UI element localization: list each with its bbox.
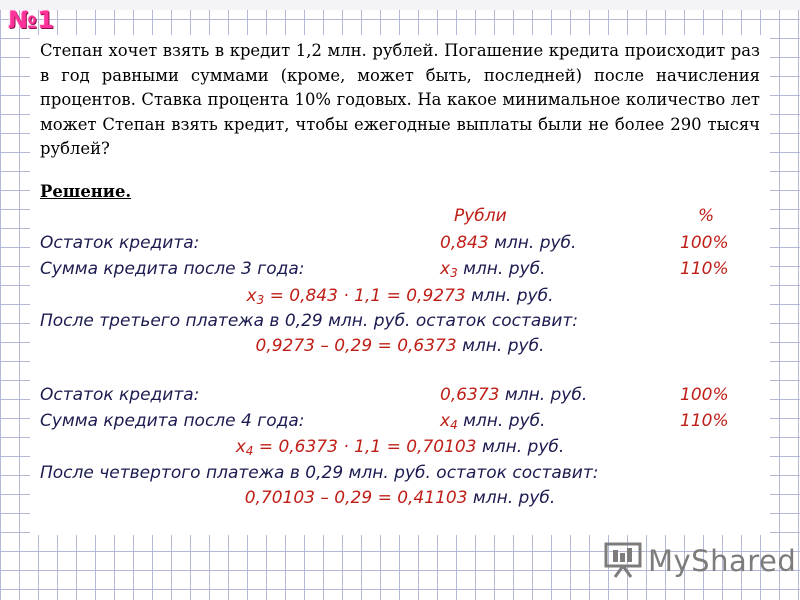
unit: млн. руб. bbox=[504, 385, 588, 405]
sum-row-2 bbox=[40, 408, 760, 434]
sum-label: Сумма кредита после 3 года: bbox=[40, 259, 305, 279]
unit: млн. руб. bbox=[472, 488, 556, 508]
balance-label: Остаток кредита: bbox=[40, 385, 200, 405]
unit: млн. руб. bbox=[462, 336, 545, 356]
balance-row-1 bbox=[40, 230, 760, 256]
calc-expression: = 0,6373 · 1,1 = 0,70103 bbox=[253, 437, 477, 457]
balance-percent: 100% bbox=[680, 385, 729, 405]
column-headers bbox=[40, 203, 760, 229]
result-expression: 0,70103 – 0,29 = 0,41103 bbox=[244, 488, 468, 508]
after-payment-text-2: После четвертого платежа в 0,29 млн. руб. остаток составит: bbox=[40, 463, 599, 483]
content-card bbox=[30, 35, 770, 535]
calc-row-1: $x_3 = 0,843 \cdot 1,1 = 0,9273$ млн. руб. bbox=[246, 286, 554, 307]
sum-variable: x bbox=[440, 259, 451, 279]
unit: млн. руб. bbox=[463, 259, 546, 279]
result-row-2 bbox=[40, 485, 760, 511]
solution-heading: Решение. bbox=[40, 182, 132, 201]
balance-value: 0,6373 bbox=[440, 385, 500, 405]
result-expression: 0,9273 – 0,29 = 0,6373 bbox=[255, 336, 457, 356]
unit: млн. руб. bbox=[494, 233, 577, 253]
logo-text: MyShared bbox=[648, 544, 797, 578]
sum-subscript: 4 bbox=[450, 418, 458, 432]
calc-expression: = 0,843 · 1,1 = 0,9273 bbox=[264, 286, 466, 306]
calc-row-2: $x_4 = 0,6373 \cdot 1,1 = 0,70103$ млн. руб. bbox=[235, 437, 565, 458]
unit: млн. руб. bbox=[471, 286, 554, 306]
top-edge bbox=[0, 0, 800, 10]
col-rubles: Рубли bbox=[454, 206, 507, 226]
sum-percent: 110% bbox=[680, 259, 729, 279]
problem-number-badge: №1 bbox=[8, 6, 55, 34]
balance-value: 0,843 bbox=[440, 233, 489, 253]
unit: млн. руб. bbox=[463, 411, 546, 431]
sum-subscript: 3 bbox=[450, 266, 458, 280]
result-row-1 bbox=[40, 333, 760, 359]
after-payment-text-1: После третьего платежа в 0,29 млн. руб. остаток составит: bbox=[40, 311, 579, 331]
sum-percent: 110% bbox=[680, 411, 729, 431]
sum-row-1 bbox=[40, 256, 760, 282]
problem-statement: Степан хочет взять в кредит 1,2 млн. рублей. Погашение кредита происходит раз в год равными суммами (кроме, может быть, последней) после начисления процентов. Ставка процента 10% годовых. На какое минимальное количество лет может Степан взять кредит, чтобы ежегодные выплаты были не более 290 тысяч рублей? bbox=[40, 41, 760, 158]
sum-variable: x bbox=[440, 411, 451, 431]
col-percent: % bbox=[698, 206, 715, 226]
sum-label: Сумма кредита после 4 года: bbox=[40, 411, 305, 431]
myshared-logo[interactable] bbox=[604, 538, 797, 584]
unit: млн. руб. bbox=[481, 437, 565, 457]
presentation-board-icon bbox=[604, 540, 644, 578]
balance-percent: 100% bbox=[680, 233, 729, 253]
balance-row-2 bbox=[40, 382, 760, 408]
balance-label: Остаток кредита: bbox=[40, 233, 200, 253]
